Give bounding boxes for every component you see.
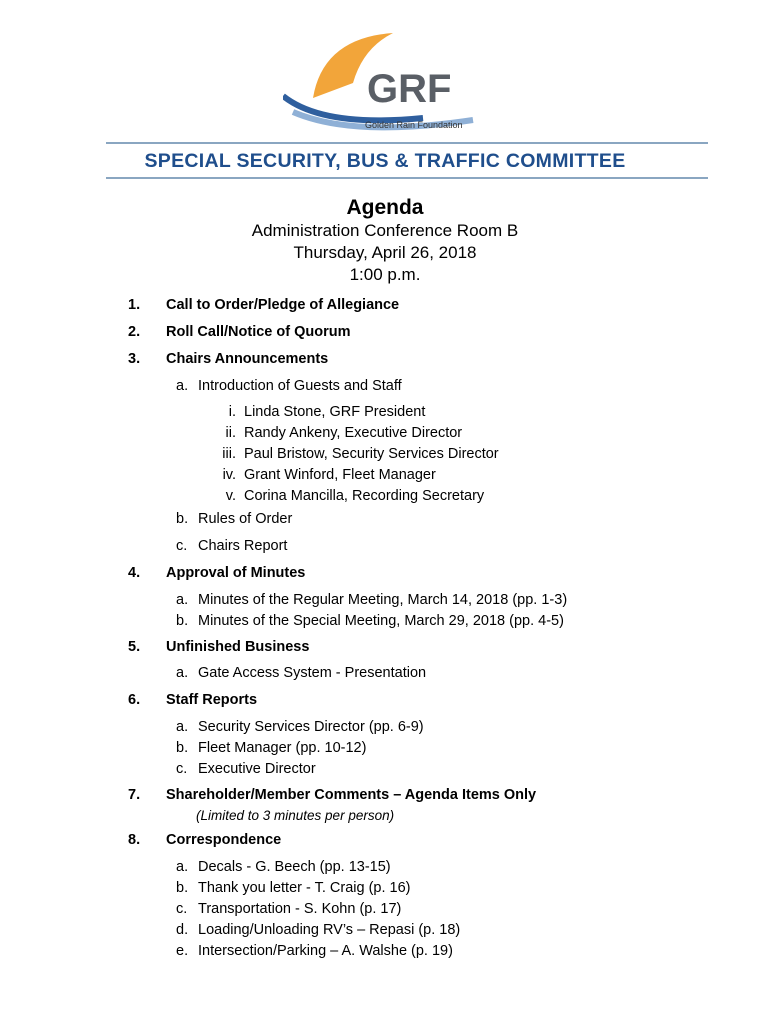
sub-item-marker: a. (176, 665, 189, 681)
roman-item (198, 467, 436, 483)
sub-item-text: Decals - G. Beech (pp. 13-15) (198, 859, 391, 875)
sub-item-text: Transportation - S. Kohn (p. 17) (198, 901, 402, 917)
committee-title: SPECIAL SECURITY, BUS & TRAFFIC COMMITTEE (144, 150, 626, 172)
sub-item-marker: a. (176, 378, 189, 394)
item-label: Staff Reports (166, 692, 258, 708)
sub-item-text: Minutes of the Special Meeting, March 29, 2018 (pp. 4-5) (198, 613, 564, 629)
sub-item-text: Minutes of the Regular Meeting, March 14, 2018 (pp. 1-3) (198, 592, 568, 608)
sub-item (176, 538, 287, 554)
roman-item-marker: i. (228, 404, 236, 420)
meeting-time: 1:00 p.m. (349, 265, 421, 284)
sub-item-text: Chairs Report (198, 538, 288, 554)
roman-item (198, 446, 499, 462)
sub-item-marker: b. (176, 740, 189, 756)
sub-item-text: Intersection/Parking – A. Walshe (p. 19) (198, 943, 453, 959)
sub-item-text: Fleet Manager (pp. 10-12) (198, 740, 367, 756)
item-number: 3. (128, 351, 141, 367)
roman-item (198, 404, 425, 420)
roman-item (198, 425, 462, 441)
roman-item-marker: iv. (222, 467, 236, 483)
roman-item-marker: v. (225, 488, 236, 504)
sub-item-marker: c. (176, 901, 188, 917)
item-label: Correspondence (166, 832, 282, 848)
sub-item (176, 761, 316, 777)
sub-item (176, 592, 567, 608)
svg-text:GRF: GRF (367, 67, 452, 111)
meeting-date: Thursday, April 26, 2018 (293, 243, 477, 262)
sub-item-marker: d. (176, 922, 189, 938)
sub-item (176, 378, 402, 394)
item-number: 2. (128, 324, 141, 340)
roman-item-text: Paul Bristow, Security Services Director (244, 446, 499, 462)
sub-item-text: Executive Director (198, 761, 316, 777)
sub-item-marker: a. (176, 719, 189, 735)
logo-caption: Golden Rain Foundation (365, 120, 463, 130)
meeting-location: Administration Conference Room B (251, 221, 519, 240)
sub-item (176, 922, 460, 938)
sub-item-marker: c. (176, 761, 188, 777)
roman-item-marker: iii. (222, 446, 236, 462)
item-label: Chairs Announcements (166, 351, 329, 367)
sub-item-marker: b. (176, 511, 189, 527)
roman-item-marker: ii. (225, 425, 236, 441)
item-number: 7. (128, 787, 141, 803)
sub-item-text: Gate Access System - Presentation (198, 665, 427, 681)
sub-item-text: Thank you letter - T. Craig (p. 16) (198, 880, 411, 896)
sub-item-text: Introduction of Guests and Staff (198, 378, 402, 394)
roman-item (198, 488, 484, 504)
sub-item (176, 859, 391, 875)
sub-item (176, 665, 426, 681)
sub-item-marker: b. (176, 880, 189, 896)
sub-item (176, 880, 411, 896)
sub-item (176, 740, 366, 756)
top-divider (106, 142, 708, 144)
bottom-divider (106, 177, 708, 179)
roman-item-text: Grant Winford, Fleet Manager (244, 467, 436, 483)
item-label: Approval of Minutes (166, 565, 306, 581)
sub-item (176, 901, 401, 917)
sub-item-text: Rules of Order (198, 511, 293, 527)
sub-item-marker: a. (176, 592, 189, 608)
item-label: Shareholder/Member Comments – Agenda Items Only (166, 787, 537, 803)
item-number: 4. (128, 565, 141, 581)
item-number: 6. (128, 692, 141, 708)
roman-item-text: Corina Mancilla, Recording Secretary (244, 488, 485, 504)
agenda-title: Agenda (346, 196, 424, 219)
sub-item (176, 719, 424, 735)
roman-item-text: Linda Stone, GRF President (244, 404, 426, 420)
item-number: 8. (128, 832, 141, 848)
sub-item-marker: c. (176, 538, 188, 554)
sub-item-text: Security Services Director (pp. 6-9) (198, 719, 424, 735)
item-label: Roll Call/Notice of Quorum (166, 324, 351, 340)
item-note: (Limited to 3 minutes per person) (196, 808, 395, 823)
sub-item-text: Loading/Unloading RV’s – Repasi (p. 18) (198, 922, 461, 938)
item-number: 1. (128, 297, 141, 313)
sub-item-marker: e. (176, 943, 189, 959)
roman-item-text: Randy Ankeny, Executive Director (244, 425, 463, 441)
sub-item (176, 943, 453, 959)
sub-item-marker: a. (176, 859, 189, 875)
sub-item (176, 511, 292, 527)
item-number: 5. (128, 639, 141, 655)
sub-item (176, 613, 564, 629)
item-label: Unfinished Business (166, 639, 310, 655)
sub-item-marker: b. (176, 613, 189, 629)
item-label: Call to Order/Pledge of Allegiance (166, 297, 400, 313)
